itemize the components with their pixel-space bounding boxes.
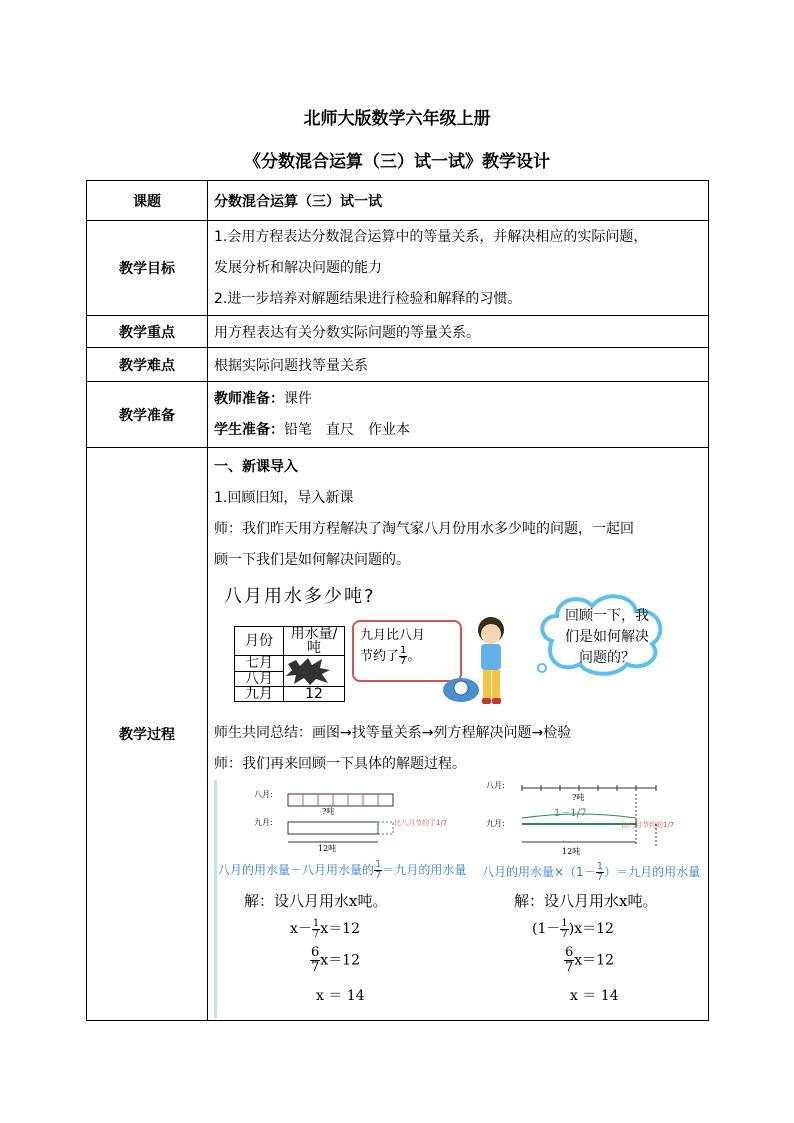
teacher-line-3: 师：我们再来回顾一下具体的解题过程。: [214, 756, 466, 772]
right-eq-1: (1－ $\frac{1}{7}$ )x＝12: [532, 917, 614, 940]
topic-content: 分数混合运算（三）试一试: [208, 181, 709, 221]
row-prep: [87, 382, 709, 448]
page-subtitle: 《分数混合运算（三）试一试》教学设计: [244, 152, 550, 172]
row-key: [87, 316, 709, 348]
right-aug-label: 八月:: [486, 781, 505, 790]
summary-line: 师生共同总结：画图→找等量关系→列方程解决问题→检验: [214, 725, 572, 741]
row-topic: [87, 181, 709, 221]
left-note: 比八月节约了1/7: [394, 819, 448, 827]
difficulty-content: 根据实际问题找等量关系: [208, 348, 709, 382]
left-eq-2: $\frac{6}{7}$ x＝12: [311, 945, 360, 975]
teacher-line-2: 顾一下我们是如何解决问题的。: [214, 552, 410, 568]
cloud-line-3: 问题的？: [579, 650, 635, 666]
right-bracket: 1－1/7: [554, 808, 587, 819]
label-prep: 教学准备: [87, 382, 208, 448]
left-aug-label: 八月:: [254, 790, 273, 799]
decorative-left-bar: [214, 780, 217, 1018]
student-prep-label: 学生准备：: [214, 421, 284, 438]
row-difficulty: [87, 348, 709, 382]
left-solution: 解：设八月用水x吨。: [244, 892, 388, 910]
left-relation-fraction: $\frac{1}{7}$: [375, 859, 382, 881]
right-solution: 解：设八月用水x吨。: [514, 892, 658, 910]
goal-line-1: 1.会用方程表达分数混合运算中的等量关系，并解决相应的实际问题，: [214, 228, 648, 245]
teacher-prep-value: 课件: [284, 390, 312, 407]
ink-blot-cell: [284, 656, 345, 687]
water-question-illustration: [214, 576, 702, 718]
page-title: 北师大版数学六年级上册: [303, 109, 491, 129]
lesson-plan-table: [86, 180, 709, 1021]
student-prep-value: 铅笔 直尺 作业本: [284, 421, 410, 438]
left-relation: 八月的用水量－八月用水量的 $\frac{1}{7}$ ＝九月的用水量: [218, 859, 467, 881]
right-unknown: ?吨: [572, 793, 585, 802]
speech-prefix: 节约了: [360, 649, 400, 664]
right-segment-diagram: [486, 780, 696, 854]
step-review: 1.回顾旧知，导入新课: [214, 490, 354, 506]
month-cell: 九月: [235, 687, 284, 702]
student-prep: [214, 415, 702, 446]
teacher-prep: [214, 384, 702, 415]
left-eq-1: x－ $\frac{1}{7}$ x＝12: [290, 917, 360, 940]
goal-line-3: 2.进一步培养对解题结果进行检验和解释的习惯。: [214, 290, 522, 307]
row-goals: [87, 221, 709, 316]
goal-line-2: 发展分析和解决问题的能力: [214, 259, 382, 276]
right-sep-label: 九月:: [486, 819, 505, 828]
left-eq-3: x ＝ 14: [316, 988, 365, 1004]
month-cell: 八月: [235, 671, 284, 687]
water-usage-table: [234, 626, 345, 702]
left-unknown: ?吨: [322, 807, 335, 816]
question-title: 八月用水多少吨?: [224, 586, 376, 607]
right-eq-3: x ＝ 14: [570, 988, 619, 1004]
teacher-prep-label: 教师准备：: [214, 390, 284, 407]
speech-end: 。: [407, 649, 421, 664]
boy-icon: [439, 614, 519, 716]
right-known: 12吨: [562, 847, 581, 856]
label-process: 教学过程: [87, 448, 208, 1021]
teacher-line-1: 师：我们昨天用方程解决了淘气家八月份用水多少吨的问题，一起回: [214, 521, 634, 537]
header-month: 月份: [235, 627, 284, 656]
row-process: [87, 448, 709, 1021]
section-intro: 一、新课导入: [214, 459, 298, 475]
ink-blot-icon: [284, 656, 332, 686]
cloud-line-1: 回顾一下，我: [565, 608, 649, 624]
right-eq-2: $\frac{6}{7}$ x＝12: [565, 945, 614, 975]
month-cell: 七月: [235, 656, 284, 672]
left-sep-label: 九月:: [254, 818, 273, 827]
header-usage: 用水量/吨: [284, 627, 345, 656]
right-relation: 八月的用水量×（1－ $\frac{1}{7}$ ）＝九月的用水量: [482, 861, 701, 883]
label-topic: 课题: [87, 181, 208, 221]
speech-fraction: $\frac{1}{7}$: [400, 645, 407, 667]
speech-line-1: 九月比八月: [360, 628, 426, 643]
right-note: 比八月节约的1/7: [621, 821, 675, 829]
left-known: 12吨: [318, 844, 337, 853]
key-content: 用方程表达有关分数实际问题的等量关系。: [208, 316, 709, 348]
label-difficulty: 教学难点: [87, 348, 208, 382]
right-relation-fraction: $\frac{1}{7}$: [596, 861, 604, 883]
label-goals: 教学目标: [87, 221, 208, 316]
solution-illustration: [214, 780, 702, 1020]
cloud-line-2: 们是如何解决: [565, 629, 649, 645]
usage-cell: 12: [284, 687, 345, 702]
label-key: 教学重点: [87, 316, 208, 348]
cloud-text: [552, 606, 662, 669]
